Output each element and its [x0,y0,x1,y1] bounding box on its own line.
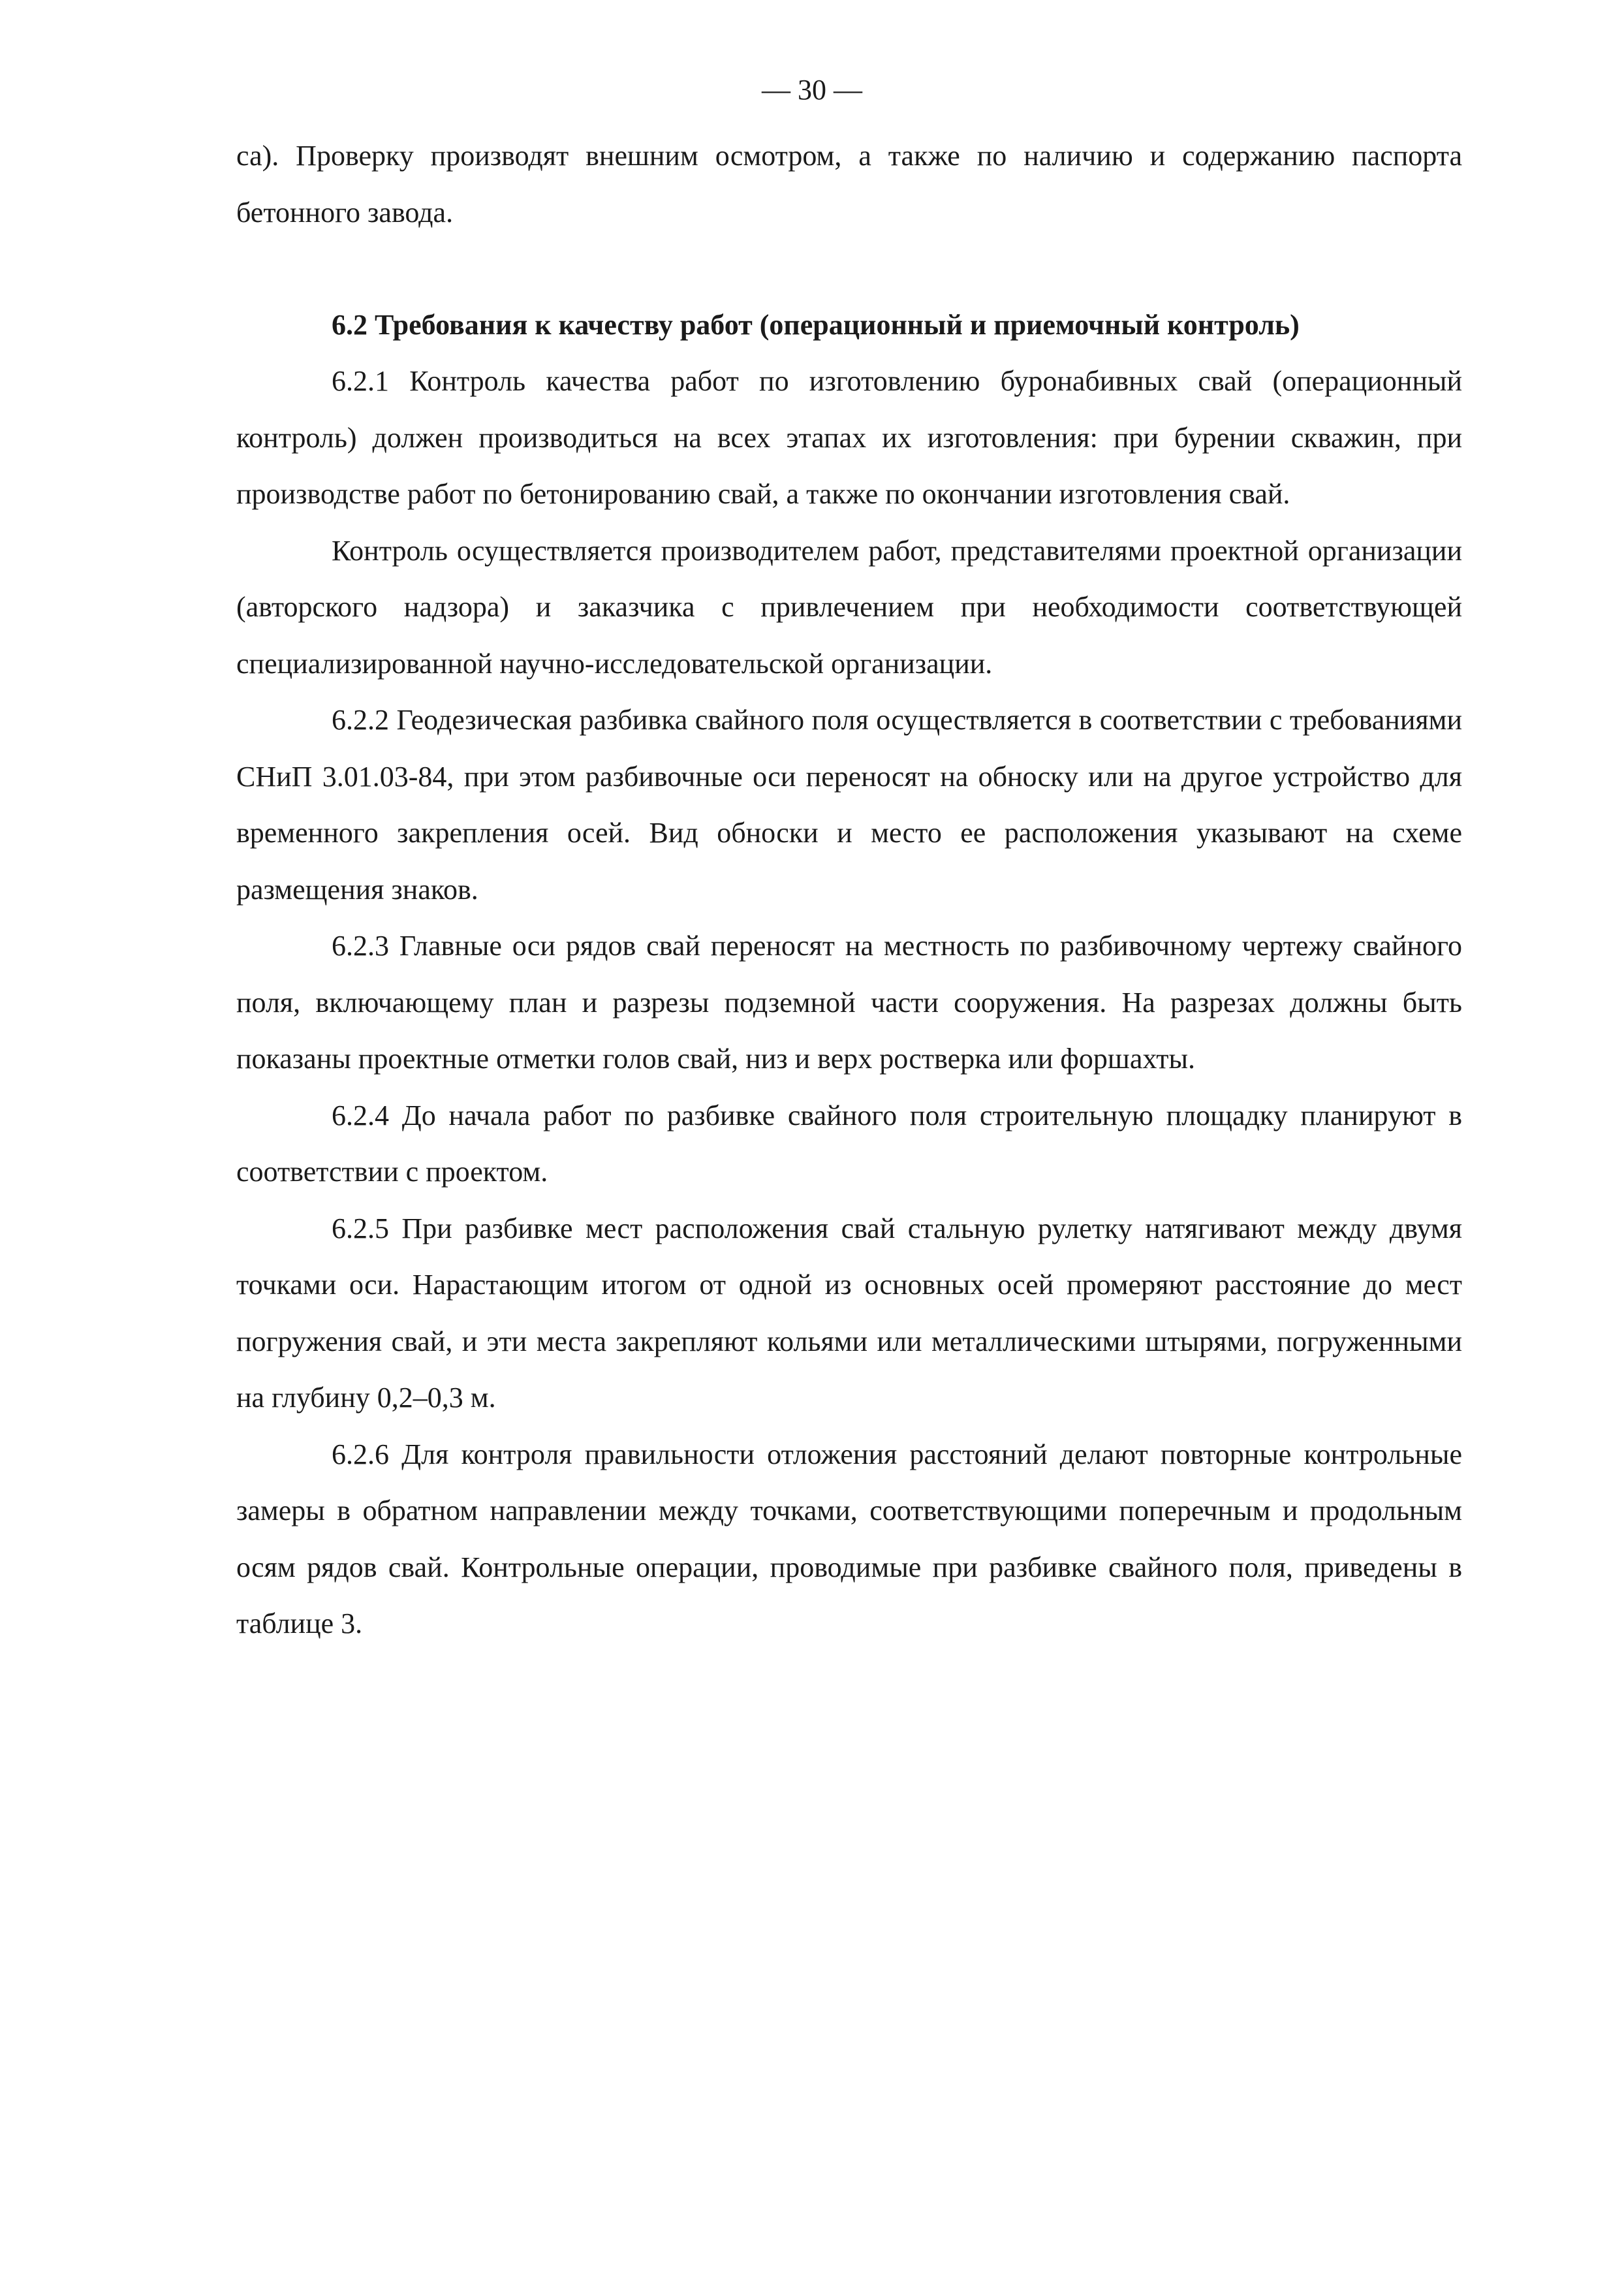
page-body [236,128,1462,1653]
paragraph-6-2-6: 6.2.6 Для контроля правильности отложения расстояний делают повторные контрольные замеры в обратном направлении между точками, соответствующими поперечным и продольным осям рядов свай. Контрольные операции, проводимые при разбивке свайного поля, приведены в таблице 3. [236,1438,1462,1639]
page-number: — 30 — [762,74,862,106]
paragraph-6-2-3: 6.2.3 Главные оси рядов свай переносят на местность по разбивочному чертежу свайного поля, включающему план и разрезы подземной части сооружения. На разрезах должны быть показаны проектные отметки голов свай, низ и верх ростверка или форшахты. [236,930,1462,1075]
paragraph-6-2-1: 6.2.1 Контроль качества работ по изготовлению буронабивных свай (операционный контроль) должен производиться на всех этапах их изготовления: при бурении скважин, при производстве работ по бетонированию свай, а также по окончании изготовления свай. [236,365,1462,510]
paragraph-control: Контроль осуществляется производителем работ, представителями проектной организации (авторского надзора) и заказчика с привлечением при необходимости соответствующей специализированной научно-исследовательской организации. [236,534,1462,680]
continuation-paragraph: са). Проверку производят внешним осмотром, а также по наличию и содержанию паспорта бетонного завода. [236,140,1462,229]
paragraph-6-2-2: 6.2.2 Геодезическая разбивка свайного поля осуществляется в соответствии с требованиями СНиП 3.01.03-84, при этом разбивочные оси переносят на обноску или на другое устройство для временного закрепления осей. Вид обноски и место ее расположения указывают на схеме размещения знаков. [236,704,1462,906]
paragraph-6-2-4: 6.2.4 До начала работ по разбивке свайного поля строительную площадку планируют в соответствии с проектом. [236,1099,1462,1188]
section-heading: 6.2 Требования к качеству работ (операционный и приемочный контроль) [332,309,1300,341]
paragraph-6-2-5: 6.2.5 При разбивке мест расположения свай стальную рулетку натягивают между двумя точками оси. Нарастающим итогом от одной из основных осей промеряют расстояние до мест погружения свай, и эти места закрепляют кольями или металлическими штырями, погруженными на глубину 0,2–0,3 м. [236,1212,1462,1414]
